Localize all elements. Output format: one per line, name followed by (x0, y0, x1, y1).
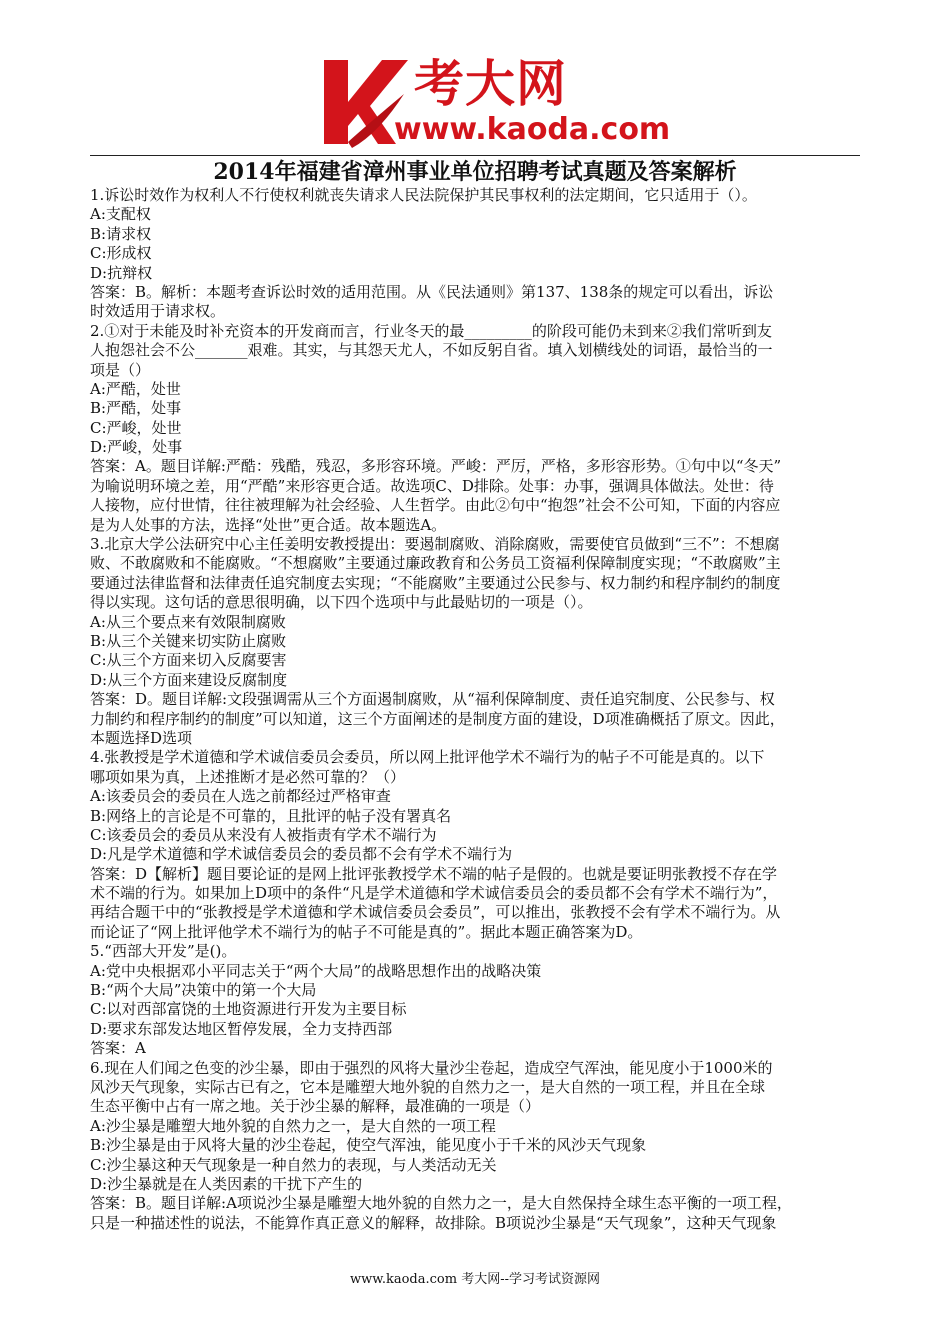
text-line: 是为人处事的方法，选择“处世”更合适。故本题选A。 (90, 515, 447, 534)
text-line: D:从三个方面来建设反腐制度 (90, 670, 288, 689)
text-line: C:形成权 (90, 244, 152, 263)
text-line: C:以对西部富饶的土地资源进行开发为主要目标 (90, 1000, 407, 1019)
text-line: 答案：B。解析：本题考查诉讼时效的适用范围。从《民法通则》第137、138条的规定可以看出，诉讼 (90, 282, 774, 301)
text-line: 生态平衡中占有一席之地。关于沙尘暴的解释，最准确的一项是（） (90, 1097, 541, 1116)
text-line: 3.北京大学公法研究中心主任姜明安教授提出：要遏制腐败、消除腐败，需要使官员做到“三不”：不想腐 (90, 535, 780, 554)
text-line: 答案：B。题目详解:A项说沙尘暴是雕塑大地外貌的自然力之一，是大自然保持全球生态平衡的一项工程， (90, 1194, 792, 1213)
logo-url: www.kaoda.com (394, 112, 671, 147)
text-line: 为喻说明环境之差，用“严酷”来形容更合适。故选项C、D排除。处事：办事，强调具体做法。处世：待 (90, 476, 774, 495)
text-line: D:要求东部发达地区暂停发展，全力支持西部 (90, 1019, 393, 1038)
document-title: 2014年福建省漳州事业单位招聘考试真题及答案解析 (213, 159, 737, 185)
text-line: 人接物，应付世情，往往被理解为社会经验、人生哲学。由此②句中“抱怨”社会不公可知，下面的内容应 (90, 496, 781, 515)
text-line: 要通过法律监督和法律责任追究制度去实现；“不能腐败”主要通过公民参与、权力制约和程序制约的制度 (90, 573, 781, 592)
text-line: D:凡是学术道德和学术诚信委员会的委员都不会有学术不端行为 (90, 845, 513, 864)
text-line: 5.“西部大开发”是()。 (90, 942, 237, 961)
text-line: B:严酷，处事 (90, 399, 182, 418)
page-footer: www.kaoda.com 考大网--学习考试资源网 (350, 1272, 600, 1287)
text-line: 力制约和程序制约的制度”可以知道，这三个方面阐述的是制度方面的建设，D项准确概括了原文。因此， (90, 709, 785, 728)
text-line: C:从三个方面来切入反腐要害 (90, 651, 287, 670)
text-line: C:沙尘暴这种天气现象是一种自然力的表现，与人类活动无关 (90, 1155, 497, 1174)
text-line: A:党中央根据邓小平同志关于“两个大局”的战略思想作出的战略决策 (90, 961, 542, 980)
text-line: 答案：D【解析】题目要论证的是网上批评张教授学术不端的帖子是假的。也就是要证明张教授不存在学 (90, 864, 778, 883)
text-line: A:从三个要点来有效限制腐败 (90, 612, 286, 631)
text-line: 败、不敢腐败和不能腐败。“不想腐败”主要通过廉政教育和公务员工资福利保障制度实现；“不敢腐败”主 (90, 554, 781, 573)
text-line: A:支配权 (90, 205, 151, 224)
text-line: 术不端的行为。如果加上D项中的条件“凡是学术道德和学术诚信委员会的委员都不会有学术不端行为”， (90, 884, 778, 903)
text-line: C:该委员会的委员从来没有人被指责有学术不端行为 (90, 825, 437, 844)
text-line: 得以实现。这句话的意思很明确，以下四个选项中与此最贴切的一项是（）。 (90, 593, 593, 612)
text-line: C:严峻，处世 (90, 418, 182, 437)
text-line: 而论证了“网上批评他学术不端行为的帖子不可能是真的”。据此本题正确答案为D。 (90, 922, 643, 941)
text-line: 人抱怨社会不公_______艰难。其实，与其怨天尤人，不如反躬自省。填入划横线处的词语，最恰当的一 (90, 341, 773, 360)
text-line: 2.①对于未能及时补充资本的开发商而言，行业冬天的最_________的阶段可能仍未到来②我们常听到友 (90, 321, 772, 340)
text-line: 项是（） (90, 360, 151, 379)
text-line: A:沙尘暴是雕塑大地外貌的自然力之一，是大自然的一项工程 (90, 1116, 496, 1135)
text-line: D:抗辩权 (90, 263, 153, 282)
kaoda-logo (318, 54, 671, 150)
document-body (90, 186, 858, 1233)
text-line: D:沙尘暴就是在人类因素的干扰下产生的 (90, 1174, 363, 1193)
text-line: 本题选择D选项 (90, 728, 193, 747)
text-line: 风沙天气现象，实际古已有之，它本是雕塑大地外貌的自然力之一，是大自然的一项工程，并且在全球 (90, 1077, 766, 1096)
text-line: B:网络上的言论是不可靠的，且批评的帖子没有署真名 (90, 806, 452, 825)
logo-title: 考大网 (414, 55, 567, 113)
text-line: A:严酷，处世 (90, 379, 181, 398)
text-line: 再结合题干中的“张教授是学术道德和学术诚信委员会委员”，可以推出，张教授不会有学术不端行为。从 (90, 903, 781, 922)
header-divider (90, 155, 860, 156)
text-line: 1.诉讼时效作为权利人不行使权利就丧失请求人民法院保护其民事权利的法定期间，它只适用于（）。 (90, 186, 757, 204)
text-line: 哪项如果为真，上述推断才是必然可靠的？（） (90, 767, 406, 786)
text-line: A:该委员会的委员在人选之前都经过严格审查 (90, 787, 391, 806)
text-line: 答案：D。题目详解:文段强调需从三个方面遏制腐败，从“福利保障制度、责任追究制度、公民参与、权 (90, 690, 775, 709)
text-line: 4.张教授是学术道德和学术诚信委员会委员，所以网上批评他学术不端行为的帖子不可能是真的。以下 (90, 748, 765, 767)
text-line: 6.现在人们闻之色变的沙尘暴，即由于强烈的风将大量沙尘卷起，造成空气浑浊，能见度小于1000米的 (90, 1058, 773, 1077)
text-line: 答案：A (90, 1039, 146, 1058)
text-line: 时效适用于请求权。 (90, 302, 226, 321)
text-line: B:“两个大局”决策中的第一个大局 (90, 981, 317, 1000)
text-line: D:严峻，处事 (90, 438, 183, 457)
text-line: B:从三个关键来切实防止腐败 (90, 631, 287, 650)
text-line: 只是一种描述性的说法，不能算作真正意义的解释，故排除。B项说沙尘暴是“天气现象”，这种天气现象 (90, 1213, 777, 1232)
text-line: B:沙尘暴是由于风将大量的沙尘卷起，使空气浑浊，能见度小于千米的风沙天气现象 (90, 1136, 647, 1155)
text-line: 答案：A。题目详解:严酷：残酷，残忍，多形容环境。严峻：严厉，严格，多形容形势。①句中以“冬天” (90, 457, 782, 476)
text-line: B:请求权 (90, 224, 152, 243)
